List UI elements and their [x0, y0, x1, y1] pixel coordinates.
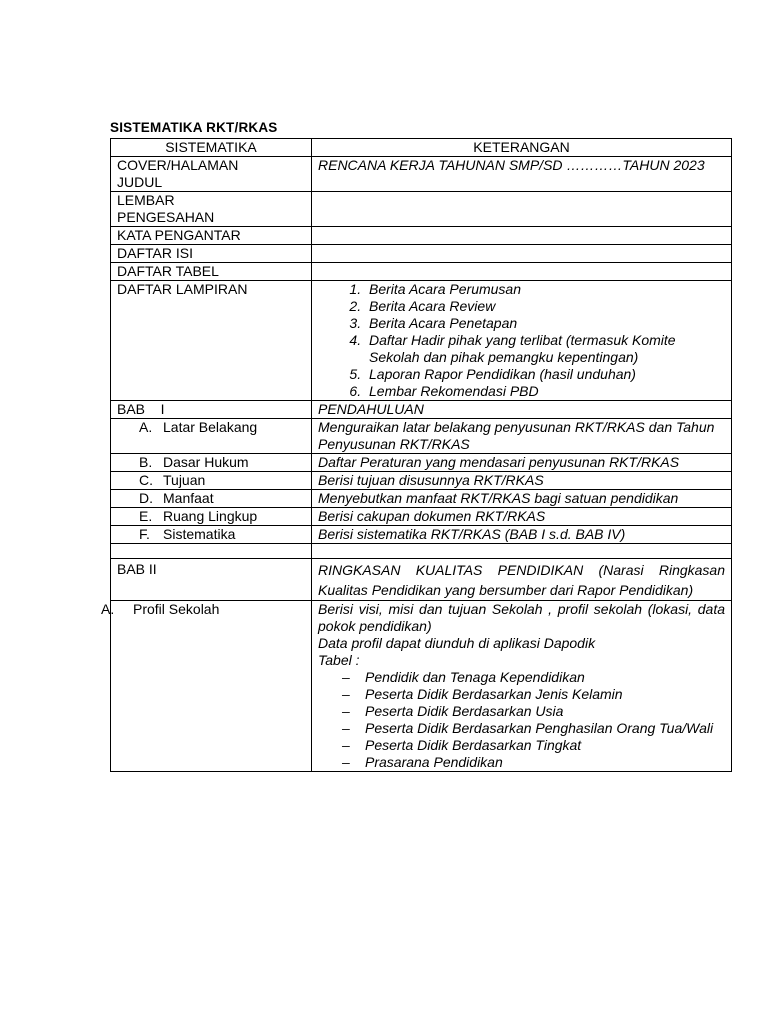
row-tabel-desc [312, 263, 732, 281]
blank-cell [111, 544, 312, 559]
sub-label: Tujuan [163, 472, 206, 488]
lembar-label-line2: PENGESAHAN [117, 209, 215, 225]
row-sub-label [111, 526, 312, 544]
row-isi-label: DAFTAR ISI [111, 245, 312, 263]
profil-letter: A. [101, 601, 115, 617]
table-row [111, 508, 732, 526]
dash-bullet: – [342, 720, 350, 736]
cover-label-line1: COVER/HALAMAN [117, 157, 239, 173]
profil-table-item: – Peserta Didik Berdasarkan Tingkat [342, 737, 582, 753]
blank-row [111, 544, 732, 559]
row-sub-desc: Berisi tujuan disusunnya RKT/RKAS [312, 472, 732, 490]
dash-bullet: – [342, 703, 350, 719]
row-bab1-label [111, 401, 312, 419]
table-header-row [111, 139, 732, 157]
sub-letter: F. [139, 526, 150, 542]
sub-label: Latar Belakang [163, 419, 258, 435]
row-sub-desc: Berisi cakupan dokumen RKT/RKAS [312, 508, 732, 526]
profil-desc1: Berisi visi, misi dan tujuan Sekolah , profil sekolah (lokasi, data pokok pendidikan) [318, 601, 725, 634]
bab2-desc: RINGKASAN KUALITAS PENDIDIKAN (Narasi Ringkasan Kualitas Pendidikan yang bersumber dari Rapor Pendidikan) [318, 562, 725, 598]
row-sub-label [111, 419, 312, 454]
lampiran-item: 4. Daftar Hadir pihak yang terlibat (termasuk Komite Sekolah dan pihak pemangku kepentingan) [365, 332, 725, 366]
sub-label: Ruang Lingkup [163, 508, 258, 524]
bab1-label: BAB I [117, 401, 165, 417]
table-row [111, 157, 732, 192]
table-row [111, 454, 732, 472]
header-keterangan: KETERANGAN [312, 139, 732, 157]
profil-label: Profil Sekolah [133, 601, 220, 617]
table-row [111, 559, 732, 601]
row-sub-label [111, 454, 312, 472]
row-bab2-label: BAB II [111, 559, 312, 601]
profil-table-item: – Peserta Didik Berdasarkan Jenis Kelamin [342, 686, 623, 702]
row-isi-desc [312, 245, 732, 263]
sistematika-table [101, 138, 732, 772]
row-profil-label [101, 601, 312, 772]
row-lampiran-label: DAFTAR LAMPIRAN [111, 281, 312, 401]
table-row [111, 472, 732, 490]
profil-table-item: – Peserta Didik Berdasarkan Usia [342, 703, 564, 719]
row-sub-desc: Daftar Peraturan yang mendasari penyusunan RKT/RKAS [312, 454, 732, 472]
row-sub-desc: Menyebutkan manfaat RKT/RKAS bagi satuan pendidikan [312, 490, 732, 508]
row-lampiran-desc [312, 281, 732, 401]
row-kata-desc [312, 227, 732, 245]
sub-label: Dasar Hukum [163, 454, 249, 470]
table-row [111, 601, 732, 772]
table-row [111, 490, 732, 508]
table-row [111, 401, 732, 419]
lampiran-item: 6. Lembar Rekomendasi PBD [365, 383, 725, 400]
lampiran-item: 3. Berita Acara Penetapan [365, 315, 725, 332]
sub-letter: E. [139, 508, 153, 524]
row-cover-label [111, 157, 312, 192]
sub-letter: C. [139, 472, 153, 488]
row-profil-desc [312, 601, 732, 772]
profil-table-list [318, 669, 725, 771]
row-sub-label [111, 508, 312, 526]
lampiran-list [318, 281, 725, 400]
lampiran-item: 2. Berita Acara Review [365, 298, 725, 315]
sub-label: Sistematika [163, 526, 236, 542]
header-sistematika: SISTEMATIKA [111, 139, 312, 157]
table-row [111, 526, 732, 544]
dash-bullet: – [342, 686, 350, 702]
row-lembar-label [111, 192, 312, 227]
profil-table-item: – Peserta Didik Berdasarkan Penghasilan Orang Tua/Wali [342, 720, 714, 736]
blank-cell [312, 544, 732, 559]
row-sub-label [111, 490, 312, 508]
row-kata-label: KATA PENGANTAR [111, 227, 312, 245]
row-cover-desc: RENCANA KERJA TAHUNAN SMP/SD …………TAHUN 2023 [312, 157, 732, 192]
table-row [111, 281, 732, 401]
row-bab2-desc [312, 559, 732, 601]
profil-table-item: – Pendidik dan Tenaga Kependidikan [342, 669, 585, 685]
dash-bullet: – [342, 754, 350, 770]
row-sub-desc: Berisi sistematika RKT/RKAS (BAB I s.d. BAB IV) [312, 526, 732, 544]
table-row [111, 192, 732, 227]
sub-letter: B. [139, 454, 153, 470]
sub-label: Manfaat [163, 490, 214, 506]
document-title: SISTEMATIKA RKT/RKAS [110, 120, 278, 135]
lampiran-item: 5. Laporan Rapor Pendidikan (hasil unduhan) [365, 366, 725, 383]
sub-letter: D. [139, 490, 153, 506]
table-row [111, 245, 732, 263]
table-row [111, 227, 732, 245]
row-sub-desc: Menguraikan latar belakang penyusunan RKT/RKAS dan Tahun Penyusunan RKT/RKAS [312, 419, 732, 454]
table-row [111, 263, 732, 281]
row-sub-label [111, 472, 312, 490]
sub-letter: A. [139, 419, 153, 435]
row-lembar-desc [312, 192, 732, 227]
profil-table-item: – Prasarana Pendidikan [342, 754, 503, 770]
table-row [111, 419, 732, 454]
row-tabel-label: DAFTAR TABEL [111, 263, 312, 281]
profil-desc3: Tabel : [318, 652, 360, 668]
profil-desc2: Data profil dapat diunduh di aplikasi Dapodik [318, 635, 596, 651]
lembar-label-line1: LEMBAR [117, 192, 175, 208]
dash-bullet: – [342, 669, 350, 685]
row-bab1-desc: PENDAHULUAN [312, 401, 732, 419]
dash-bullet: – [342, 737, 350, 753]
cover-label-line2: JUDUL [117, 174, 163, 190]
lampiran-item: 1. Berita Acara Perumusan [365, 281, 725, 298]
